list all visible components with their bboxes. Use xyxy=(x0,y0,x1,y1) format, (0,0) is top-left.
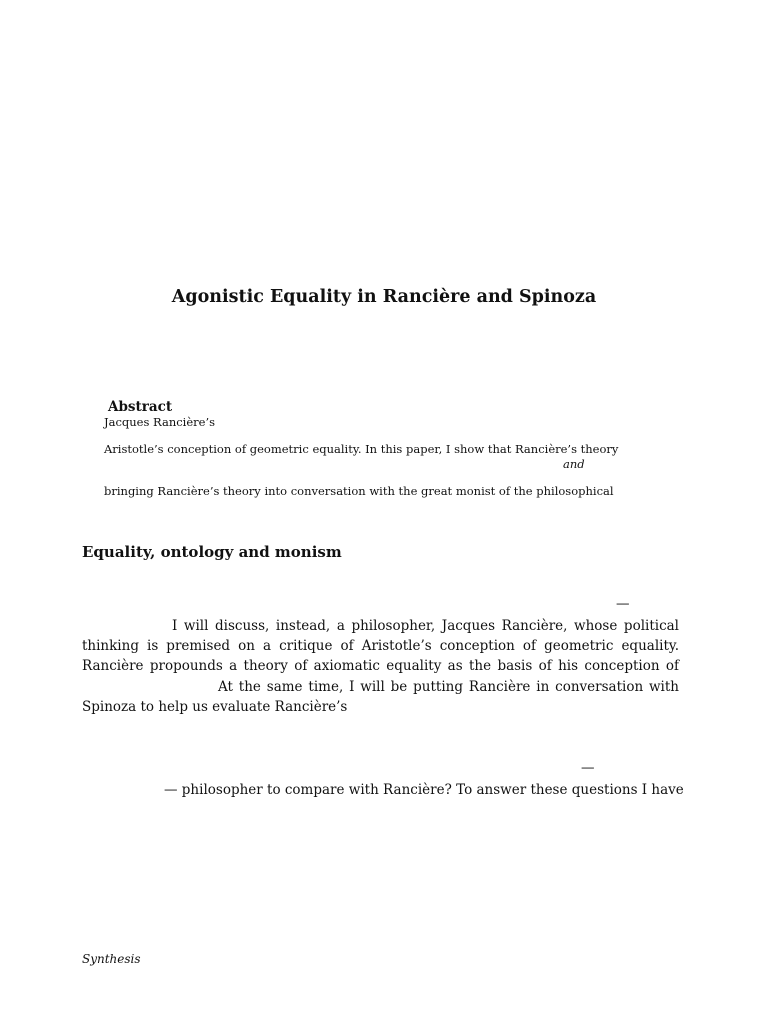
paragraph-1-line-5: Spinoza to help us evaluate Rancière’s xyxy=(82,699,348,715)
abstract-line-1: Jacques Rancière’s xyxy=(104,415,216,429)
page-title: Agonistic Equality in Rancière and Spinoza xyxy=(171,287,597,307)
em-dash-2: — xyxy=(581,760,595,776)
paragraph-1-line-1: I will discuss, instead, a philosopher, Jacques Rancière, whose political xyxy=(172,618,679,634)
paragraph-2-line-1: — philosopher to compare with Rancière? To answer these questions I have xyxy=(164,782,684,798)
abstract-line-2: Aristotle’s conception of geometric equality. In this paper, I show that Rancière’s theory xyxy=(104,442,619,456)
journal-footer: Synthesis xyxy=(82,952,141,966)
abstract-line-3: and xyxy=(563,457,585,471)
paragraph-1-line-4: At the same time, I will be putting Rancière in conversation with xyxy=(218,679,679,695)
paragraph-1-line-3: Rancière propounds a theory of axiomatic equality as the basis of his conception of xyxy=(82,658,679,674)
em-dash-1: — xyxy=(616,596,630,612)
abstract-line-4: bringing Rancière’s theory into conversation with the great monist of the philosophical xyxy=(104,484,614,498)
abstract-heading: Abstract xyxy=(108,399,173,415)
paragraph-1-line-2: thinking is premised on a critique of Aristotle’s conception of geometric equality. xyxy=(82,638,679,654)
section-heading: Equality, ontology and monism xyxy=(82,543,342,561)
